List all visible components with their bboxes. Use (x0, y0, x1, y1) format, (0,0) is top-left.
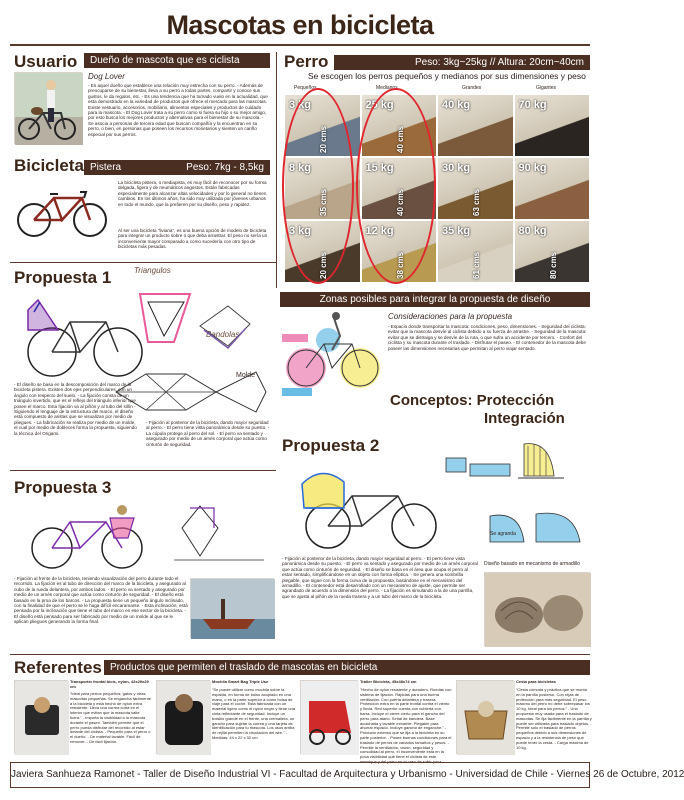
bicicleta-illustration (14, 182, 110, 242)
section-rule-p3 (10, 470, 276, 471)
bicicleta-weight: Peso: 7kg - 8,5kg (186, 162, 264, 173)
dog-height-label: 61 cms (472, 251, 481, 279)
propuesta3-heading: Propuesta 3 (14, 478, 112, 497)
dog-weight-label: 15 kg (365, 162, 394, 174)
bicicleta-text-2: Al ser una bicicleta "liviana", es una buena opción de modelo de bicicleta para integrar un producto sobre o que deba arrastrar. El peso no sería un inconveniente mayor comparado a como sucedería con otro tipo de bicicletas más pesadas. (118, 228, 268, 250)
dog-weight-label: 8 kg (289, 162, 312, 174)
dog-weight-label: 12 kg (365, 225, 394, 237)
dog-height-label: 40 cms (395, 125, 405, 153)
dog-cell (514, 220, 591, 283)
selection-ring-medium (356, 85, 436, 284)
usuario-heading: Usuario (14, 52, 78, 71)
bicicleta-type: Pistera (90, 162, 122, 173)
dog-height-label: 20 cms (319, 125, 328, 153)
poster-title: Mascotas en bicicleta (166, 10, 434, 40)
propuesta2-text: - Fijación al posterior de la bicicleta, dando mayor seguridad al perro. - El perro tiene vista panorámica desde su puesto. - El perro va sentado y asegurado por medio de un arnés corporal que actúa como cinturón de seguridad. - El diseño se basa en el área que ocupa el perro al estar sentado, simplificándose en un objeto con forma elíptica. - Se genera una sombrilla plegable, que sigue con la forma curva de la propuesta, basándose en el mecanismo del armadillo. - El contenedor está desarrollado con un mecanismo de ajuste, que permite ser agrandado de acuerdo a la dimensión del perro. - La fijación es simulando a la de una parrilla, que se ajusta al piñón de la rueda trasera y a un tubo del marco de la bicicleta. (282, 556, 478, 599)
dog-height-label: 80 cms (548, 251, 558, 279)
propuesta1-heading: Propuesta 1 (14, 268, 112, 287)
propuesta3-sketch (14, 498, 276, 572)
propuesta2-heading: Propuesta 2 (282, 436, 380, 455)
propuesta1-text-right: - Fijación al posterior de la bicicleta, dando mayor seguridad al perro. - El perro tiene vista panorámica desde su puesto. - La cúpula protege al perro del sol. - El perro va sentado y asegurado por medio de un arnés corporal que actúa como cinturón de seguridad. (146, 420, 270, 447)
barco-photo (190, 578, 274, 638)
column-separator (276, 52, 277, 288)
referente-1-text: "Ideal para perros pequeños, gatos y otras mascotas pequeñas. Se engancha fácilmente a la bicicleta y está hecho de nylon extra resistente. Lleva una correa corta en el interior que evitan que la mascota salte fuera." - Importa la visibilidad a la mascota durante el paseo. También permite que el perro pueda disfrutar del recorrido al estar delante del ciclista. - Pequeño para el perro o el dueño. - De material lavable. Fácil de remover. - De fácil fijación. (70, 691, 151, 744)
dog-height-label: 40 cms (395, 188, 405, 216)
dog-height-label: 20 cms (319, 251, 328, 279)
bicicleta-heading: Bicicleta (14, 156, 84, 175)
title-rule (10, 44, 590, 46)
selection-ring-small (282, 85, 354, 284)
dog-height-label: 38 cms (395, 251, 405, 279)
bicicleta-bar (84, 160, 270, 175)
conceptos-line-2: Integración (484, 410, 565, 427)
referente-4-text: "Cesta cómoda y práctica que se monta en la parrilla posterior. Con rejas de protección para más seguridad. El peso máximo del perro no debe sobrepasar los 10 kg. Ideal para los perros." - Uno propuesta muy usada para el traslado de mascotas. Se fija fácilmente en la parrilla y puede ser utilizada para traslado objetos. - Permite solo el traslado de perros pequeños debido a sus dimensiones de espacio y a la resistencia de peso que puede tener la cesta. - Carga máxima de 10 kg. (516, 687, 592, 750)
referente-2-title: Mochila Smart Bag Triple Use (212, 679, 269, 684)
propuesta2-bike-sketch (282, 456, 468, 552)
dog-height-label: 63 cms (472, 188, 481, 216)
dog-cell (437, 220, 514, 283)
label-bandolas: Bandolas (206, 330, 240, 339)
dog-cell (514, 157, 591, 220)
perro-subtitle: Se escogen los perros pequeños y medianos por sus dimensiones y peso (308, 71, 586, 81)
referente-4-title: Cesta para bicicletas (516, 679, 556, 684)
armadillo-photo (484, 572, 590, 646)
perro-bar: Peso: 3kg~25kg // Altura: 20cm~40cm (334, 55, 590, 70)
conceptos-line-1: Conceptos: Protección (390, 392, 555, 409)
zonas-bar: Zonas posibles para integrar la propuesta de diseño (280, 292, 590, 307)
referente-2-photo (156, 680, 210, 754)
propuesta1-text-left: - El diseño se basa en la descomposición del marco de la bicicleta pistera. Existen dos ejes perpendiculares, con un ángulo con respecto del suelo. - La fijación consta de un triángulo invertido, que es el reflejo del triángulo inferior que posee el marco. Esta fijación va al piñón y al tubo del sillín - Siguiendo el lenguaje de la estructura del marco, el diseño está compuesto de aristas que se visualizan por medio de pliegues. - La fabricación se realiza por medio de un molde, el cual por medio de dobleces forma la propuesta, siguiendo la técnica del Origami. (14, 382, 137, 436)
dog-weight-label: 35 kg (442, 225, 471, 237)
dog-weight-label: 90 kg (518, 162, 547, 174)
label-triangulos: Triangulos (134, 266, 171, 275)
perro-heading: Perro (284, 52, 329, 71)
referente-3-photo (300, 680, 358, 754)
usuario-subtitle: Dog Lover (88, 72, 125, 81)
usuario-text: - Es aquel dueño que establece una relación muy estrecha con su perro. - Además de preocuparse de su bienestar, lleva a su perro a todas partes, compartir y conoce sus gustos, le da regalos, etc. - Es una tendencia que ha tomado vuelo en la actualidad, que esta demostrado en la variedad de productos que ofrece el mercado para las mascotas. Existe vestuario, accesorios, mobiliario, alimentos especiales y productos de cuidado para la mascota. - El Dog Lover trata a su perro como si fuera su hijo o su mejor amigo, por esto busca los mejores productos y alternativas para el bienestar de su mascota. - Se asocia a personas de tercera edad que buscan compañía y la encuentran en su perro, o bien, en personas que poseen los recursos monetarios y sienten un cariño especial por sus perros. (88, 83, 268, 137)
column-gigantes: Gigantes (536, 85, 557, 91)
usuario-bar: Dueño de mascota que es ciclista (84, 53, 270, 68)
referentes-bar: Productos que permiten el traslado de mascotas en bicicleta (104, 660, 590, 675)
dog-weight-label: 80 kg (518, 225, 547, 237)
dog-weight-label: 3 kg (289, 99, 312, 111)
propuesta3-text: - Fijación al frente de la bicicleta, teniendo visualización del perro durante todo el recorrido. La fijación es al tubo de dirección del marco de la bicicleta, y asegurado al cubo de la rueda delantera, por ambos lados. - El perro va sentado y asegurado por medio de un arnés corporal que actúa como cinturón de seguridad. - El diseño está basado en la proa de los barcos. - La propuesta tiene un pequeño ángulo inclinado, con la finalidad de que el perro se le haga difícil encaramarse. - Esta inclinación, está pensada por la inclinación que tiene el tubo del marco en ese sector de la bicicleta. - El diseño está pensado para ser fabricado por medio de un molde al que se le aplican pliegues generando la forma final. (14, 576, 188, 625)
dog-height-label: 35 cms (319, 188, 328, 216)
column-grandes: Grandes (462, 85, 482, 91)
armadillo-caption: Diseño basado en mecanismo de armadillo (484, 561, 580, 567)
consideraciones-text: - Espacio donde transportar la mascota: condiciones, peso, dimensiones. - Seguridad del ciclista: evitar que la mascota desvíe al ciclista debido a su fuerza de arrastre. - Seguridad de la mascota: evitar que se distraiga y se desvíe de la ruta, o que sufra un accidente por tercero. - Confort del ciclista y su mascota durante el traslado. - Disfrutar el paseo. - El contenedor de la mascota debe poseer las dimensiones necesarias que permitan al perro viajar sentado. (388, 324, 587, 351)
dog-cell (437, 157, 514, 220)
footer-credits: Javiera Sanhueza Ramonet - Taller de Diseño Industrial VI - Facultad de Arquitectura y Urbanismo - Universidad de Chile - Viernes 26 de Octubre, 2012 (10, 762, 590, 788)
dog-weight-label: 25 kg (365, 99, 394, 111)
referente-3-title: Tráiler Bicicleta, 45x48x74 cm (360, 679, 417, 684)
usuario-photo (14, 72, 82, 144)
se-agranda-label: Se agranda (490, 531, 516, 537)
column-medianos: Medianos (376, 85, 398, 91)
dog-weight-label: 70 kg (518, 99, 547, 111)
referente-1-title: Transportín frontal bicis, nylon, 42x29x29 cm (70, 679, 149, 689)
referente-4-photo (456, 680, 514, 754)
zonas-diagram (280, 310, 384, 400)
se-agranda-diagram (480, 508, 590, 548)
dog-cell (514, 94, 591, 157)
dog-cell (437, 94, 514, 157)
consideraciones-title: Consideraciones para la propuesta (388, 312, 513, 321)
section-rule-referentes (10, 654, 590, 655)
referente-1-photo (14, 680, 68, 754)
referente-2-text: "Se puede utilizar como mochila sobre la espalda, en forma de bolso acoplado en una mano, o en la parte superior a como bolsa de viaje para el coche. Está fabricada con un material ligero como el nylon negro y tiene una cinta reflectante de seguridad. Incluye un bolsillo grande en el frente, una cremallera, un gancho para sujetar la correa y una tarjeta de identificación para tu mascota. Los usos arriba de rejilla permiten la circulación del aire." - Medidas: 44 x 22 x 32 cm (212, 687, 295, 740)
section-rule-left (10, 262, 276, 263)
bicicleta-text-1: La bicicleta pistera, o mediapista, es muy fácil de reconocer por su forma delgada, ligera y de neumáticos angostos. Están fabricadas especialmente para alcanzar altas velocidades y por lo general no tienen cambios. En los últimos años, ha sido muy utilizada por jóvenes urbanos en todo el mundo, que la prefieren por su diseño, peso y rapidez. (118, 180, 267, 207)
referentes-heading: Referentes (14, 658, 102, 677)
dog-weight-label: 3 kg (289, 225, 312, 237)
dog-weight-label: 30 kg (442, 162, 471, 174)
label-molde: Molde (236, 372, 256, 379)
referente-3-text: "Hecho de nylon resistente y duradero. Ruedas con sistema de fijación. Rápidas para una buena ventilación. Con puerta delantera y trasera. Protección extra en la parte frontal contra el viento y lluvia. Red superior cuenta con cubierta con barra. Incluye el cierre cierto para el gancho del perro para atarlo. Señal de bandera. Base acolchada y lavable extraíble. Plegable para ahorrar espacio. Incluye gancho de enganche." - Producto extenso que se fija a la bicicleta en su parte posterior. - Posee buenas condiciones para el traslado de perros de variados tamaños y pesos. - Permite la ventilación, visión, seguridad y comodidad al perro, el inconveniente está en la poca visibilidad que tiene el ciclista de este remolque y del perro en el caso de sufrir poca. (360, 687, 452, 764)
column-pequenos: Pequeños (294, 85, 317, 91)
dog-weight-label: 40 kg (442, 99, 471, 111)
